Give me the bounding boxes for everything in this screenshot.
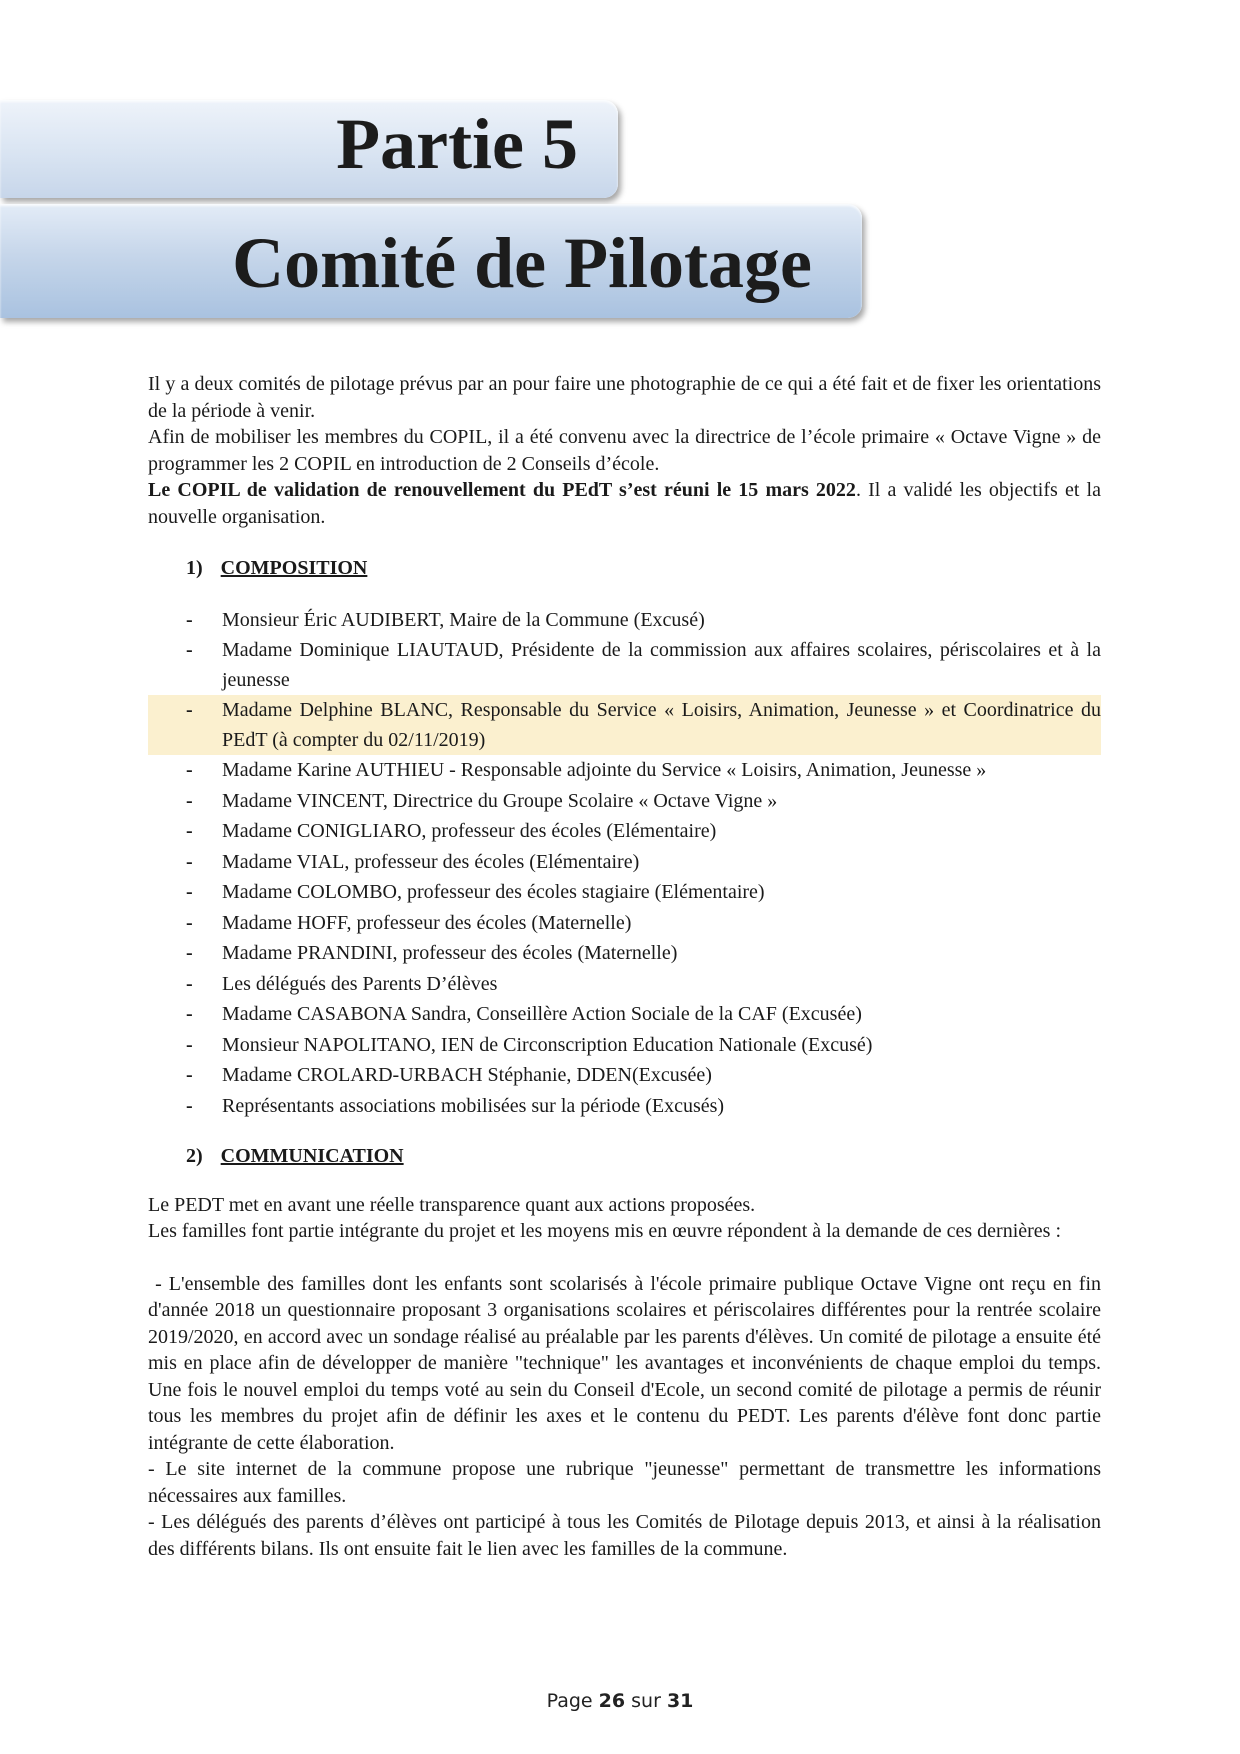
communication-number: 2) [186, 1145, 203, 1167]
communication-paragraph-4: - Le site internet de la commune propose une rubrique "jeunesse" permettant de transmettre les informations nécessaires aux familles. [148, 1458, 1101, 1507]
member-text: Madame CROLARD-URBACH Stéphanie, DDEN(Excusée) [222, 1064, 712, 1086]
page-title: Comité de Pilotage [232, 223, 812, 303]
list-dash: - [186, 759, 193, 781]
composition-number: 1) [186, 557, 203, 579]
member-text: Monsieur NAPOLITANO, IEN de Circonscription Education Nationale (Excusé) [222, 1033, 873, 1056]
part-title: Partie 5 [336, 104, 578, 184]
list-dash: - [186, 820, 193, 842]
total-pages: 31 [666, 1690, 694, 1712]
composition-member [148, 1091, 1101, 1122]
list-dash: - [186, 1003, 193, 1025]
communication-paragraph-2: Les familles font partie intégrante du projet et les moyens mis en œuvre répondent à la demande de ces dernières : [148, 1220, 1062, 1242]
composition-member [148, 635, 1101, 695]
intro-paragraph-1: Il y a deux comités de pilotage prévus par an pour faire une photographie de ce qui a été fait et de fixer les orientations de la période à venir. [148, 373, 1101, 422]
composition-list [148, 605, 1101, 1122]
member-text: Représentants associations mobilisées sur la période (Excusés) [222, 1094, 725, 1117]
of-label: sur [631, 1690, 661, 1712]
list-dash: - [186, 1094, 193, 1117]
communication-title: COMMUNICATION [220, 1145, 404, 1167]
copil-validation-text: . Il a validé les objectifs et la nouvelle organisation. [148, 479, 1101, 528]
composition-heading [186, 555, 1101, 582]
composition-member [148, 1060, 1101, 1091]
member-text: Madame VINCENT, Directrice du Groupe Scolaire « Octave Vigne » [222, 789, 778, 812]
list-dash: - [186, 639, 193, 661]
intro-paragraph-2: Afin de mobiliser les membres du COPIL, il a été convenu avec la directrice de l’école primaire « Octave Vigne » de programmer les 2 COPIL en introduction de 2 Conseils d’école. [148, 426, 1101, 475]
composition-member [148, 695, 1101, 755]
member-text: Madame COLOMBO, professeur des écoles stagiaire (Elémentaire) [222, 881, 765, 903]
list-dash: - [186, 911, 193, 934]
member-text: Madame Karine AUTHIEU - Responsable adjointe du Service « Loisirs, Animation, Jeunesse » [222, 759, 987, 781]
list-dash: - [186, 699, 193, 721]
page-label: Page [546, 1690, 593, 1712]
member-text: Madame Dominique LIAUTAUD, Présidente de la commission aux affaires scolaires, périscolaires et à la jeunesse [222, 639, 1101, 691]
member-text: Madame VIAL, professeur des écoles (Elémentaire) [222, 850, 640, 873]
composition-member [148, 847, 1101, 878]
list-dash: - [186, 881, 193, 903]
member-text: Madame Delphine BLANC, Responsable du Service « Loisirs, Animation, Jeunesse » et Coordinatrice du PEdT (à compter du 02/11/2019) [222, 699, 1101, 751]
list-dash: - [186, 1033, 193, 1056]
member-text: Madame HOFF, professeur des écoles (Maternelle) [222, 911, 632, 934]
composition-member [148, 969, 1101, 1000]
page-number: 26 [598, 1690, 626, 1712]
communication-paragraph-1: Le PEDT met en avant une réelle transparence quant aux actions proposées. [148, 1193, 756, 1216]
intro-section [148, 371, 1101, 530]
list-dash: - [186, 608, 193, 631]
member-text: Les délégués des Parents D’élèves [222, 972, 498, 995]
communication-paragraph-5: - Les délégués des parents d’élèves ont participé à tous les Comités de Pilotage depuis 2013, et ainsi à la réalisation des différents bilans. Ils ont ensuite fait le lien avec les familles de la commune. [148, 1511, 1101, 1560]
composition-member [148, 816, 1101, 847]
list-dash: - [186, 1064, 193, 1086]
intro-paragraph-3 [148, 477, 1101, 530]
copil-date-statement: Le COPIL de validation de renouvellement du PEdT s’est réuni le 15 mars 2022 [148, 479, 856, 501]
document-body [148, 371, 1107, 1562]
composition-member [148, 1030, 1101, 1061]
member-text: Madame CONIGLIARO, professeur des écoles (Elémentaire) [222, 820, 717, 842]
list-dash: - [186, 850, 193, 873]
composition-member [148, 999, 1101, 1030]
composition-title: COMPOSITION [220, 557, 368, 579]
composition-member [148, 755, 1101, 786]
communication-paragraph-3: - L'ensemble des familles dont les enfants sont scolarisés à l'école primaire publique Octave Vigne ont reçu en fin d'année 2018 un questionnaire proposant 3 organisations scolaires et périscolaires différentes pour la rentrée scolaire 2019/2020, en accord avec un sondage réalisé au préalable par les parents d'élèves. Un comité de pilotage a ensuite été mis en place afin de développer de manière "technique" les avantages et inconvénients de chaque emploi du temps. Une fois le nouvel emploi du temps voté au sein du Conseil d'Ecole, un second comité de pilotage a permis de réunir tous les membres du projet afin de définir les axes et le contenu du PEDT. Les parents d'élève font donc partie intégrante de cette élaboration. [148, 1272, 1107, 1454]
composition-member [148, 877, 1101, 908]
composition-member [148, 605, 1101, 636]
member-text: Madame CASABONA Sandra, Conseillère Action Sociale de la CAF (Excusée) [222, 1003, 862, 1025]
member-text: Madame PRANDINI, professeur des écoles (Maternelle) [222, 942, 678, 964]
page-footer [0, 1690, 1240, 1712]
list-dash: - [186, 789, 193, 812]
composition-member [148, 938, 1101, 969]
list-dash: - [186, 972, 193, 995]
communication-section [148, 1192, 1107, 1563]
member-text: Monsieur Éric AUDIBERT, Maire de la Commune (Excusé) [222, 608, 705, 631]
communication-heading [186, 1143, 1101, 1170]
composition-member [148, 908, 1101, 939]
composition-member [148, 786, 1101, 817]
list-dash: - [186, 942, 193, 964]
